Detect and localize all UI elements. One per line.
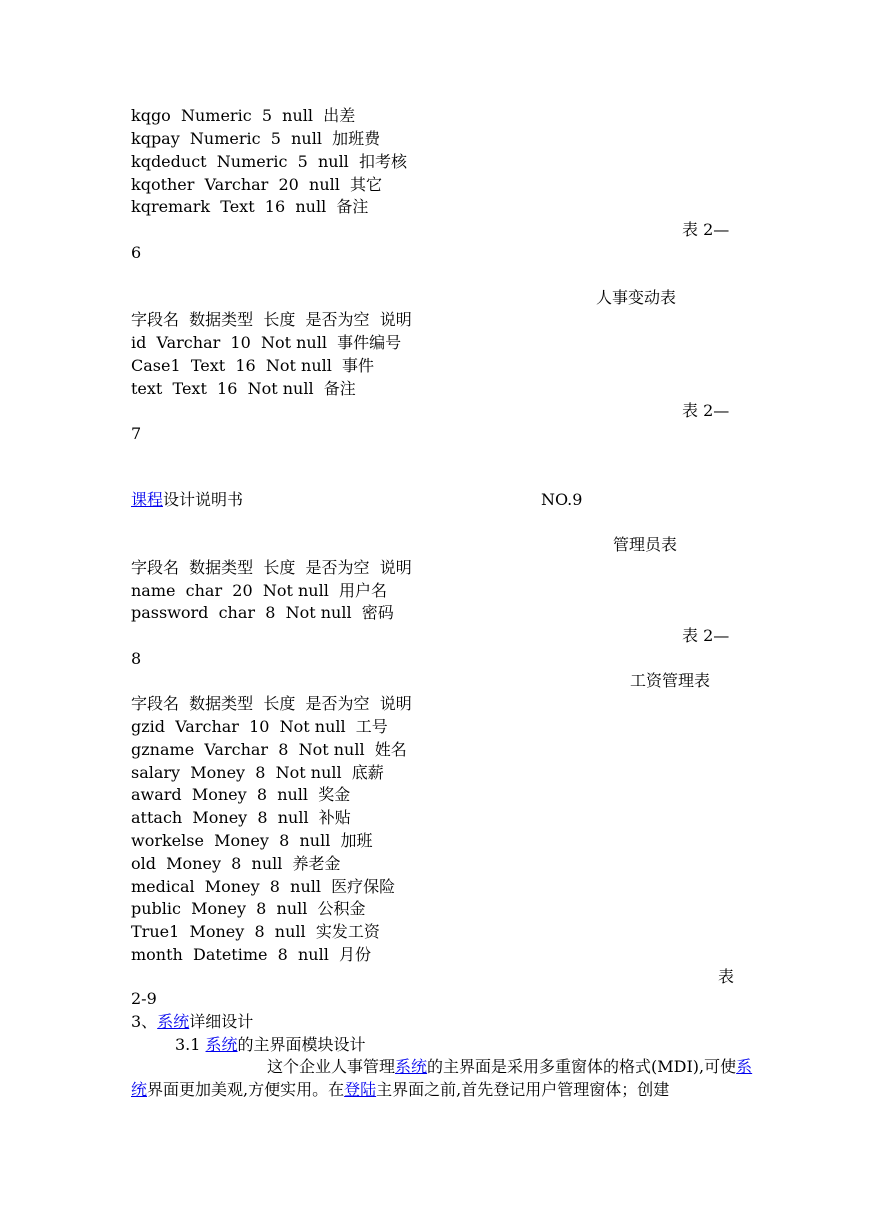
- kq-row: kqpay Numeric 5 null 加班费: [131, 129, 381, 148]
- renshi-row: id Varchar 10 Not null 事件编号: [131, 333, 402, 352]
- salary-table-header: 字段名 数据类型 长度 是否为空 说明: [131, 694, 412, 713]
- system-link[interactable]: 系: [736, 1057, 753, 1076]
- kq-row: kqother Varchar 20 null 其它: [131, 175, 383, 194]
- table-caption-2-7-num: 7: [131, 424, 142, 443]
- salary-row: True1 Money 8 null 实发工资: [131, 922, 380, 941]
- salary-row: gzid Varchar 10 Not null 工号: [131, 717, 388, 736]
- paragraph-text: 这个企业人事管理: [267, 1057, 396, 1076]
- table-caption-2-6-num: 6: [131, 243, 142, 262]
- admin-row: name char 20 Not null 用户名: [131, 581, 387, 600]
- section-title: 详细设计: [189, 1012, 254, 1031]
- login-link[interactable]: 登陆: [344, 1080, 377, 1099]
- course-link[interactable]: 课程: [131, 490, 164, 509]
- page-header-text: 设计说明书: [163, 490, 244, 509]
- section-heading-3-1: [175, 1035, 366, 1055]
- paragraph-text: 的主界面是采用多重窗体的格式(MDI),可使: [427, 1057, 737, 1076]
- salary-row: workelse Money 8 null 加班: [131, 831, 373, 850]
- renshi-row: Case1 Text 16 Not null 事件: [131, 356, 375, 375]
- salary-row: month Datetime 8 null 月份: [131, 945, 372, 964]
- salary-table-title: 工资管理表: [630, 671, 711, 690]
- salary-row: gzname Varchar 8 Not null 姓名: [131, 740, 407, 759]
- table-caption-2-8-num: 8: [131, 649, 142, 668]
- renshi-table-title: 人事变动表: [596, 288, 677, 307]
- paragraph-line-2: [131, 1080, 669, 1100]
- admin-table-header: 字段名 数据类型 长度 是否为空 说明: [131, 558, 412, 577]
- paragraph-text: 界面更加美观,方便实用。在: [147, 1080, 345, 1099]
- kq-row: kqremark Text 16 null 备注: [131, 197, 369, 216]
- admin-table-title: 管理员表: [613, 535, 678, 554]
- salary-row: old Money 8 null 养老金: [131, 854, 341, 873]
- page-header: [131, 490, 243, 510]
- page-number: NO.9: [541, 490, 583, 509]
- table-caption-2-9: 表: [718, 967, 735, 986]
- section-title: 的主界面模块设计: [237, 1035, 366, 1054]
- table-caption-2-9-num: 2-9: [131, 989, 157, 1008]
- salary-row: medical Money 8 null 医疗保险: [131, 877, 396, 896]
- table-caption-2-7: 表 2—: [682, 401, 730, 420]
- kq-row: kqgo Numeric 5 null 出差: [131, 106, 356, 125]
- paragraph-line-1: [267, 1057, 752, 1077]
- section-number: 3、: [131, 1012, 158, 1031]
- salary-row: public Money 8 null 公积金: [131, 899, 366, 918]
- system-link[interactable]: 系统: [205, 1035, 238, 1054]
- system-link[interactable]: 系统: [395, 1057, 428, 1076]
- renshi-row: text Text 16 Not null 备注: [131, 379, 356, 398]
- renshi-table-header: 字段名 数据类型 长度 是否为空 说明: [131, 310, 412, 329]
- kq-row: kqdeduct Numeric 5 null 扣考核: [131, 152, 407, 171]
- section-number: 3.1: [175, 1035, 206, 1054]
- salary-row: salary Money 8 Not null 底薪: [131, 763, 384, 782]
- table-caption-2-8: 表 2—: [682, 626, 730, 645]
- table-caption-2-6: 表 2—: [682, 220, 730, 239]
- section-heading-3: [131, 1012, 253, 1032]
- system-link[interactable]: 统: [131, 1080, 148, 1099]
- salary-row: award Money 8 null 奖金: [131, 785, 351, 804]
- salary-row: attach Money 8 null 补贴: [131, 808, 351, 827]
- admin-row: password char 8 Not null 密码: [131, 603, 394, 622]
- system-link[interactable]: 系统: [157, 1012, 190, 1031]
- paragraph-text: 主界面之前,首先登记用户管理窗体；创建: [376, 1080, 670, 1099]
